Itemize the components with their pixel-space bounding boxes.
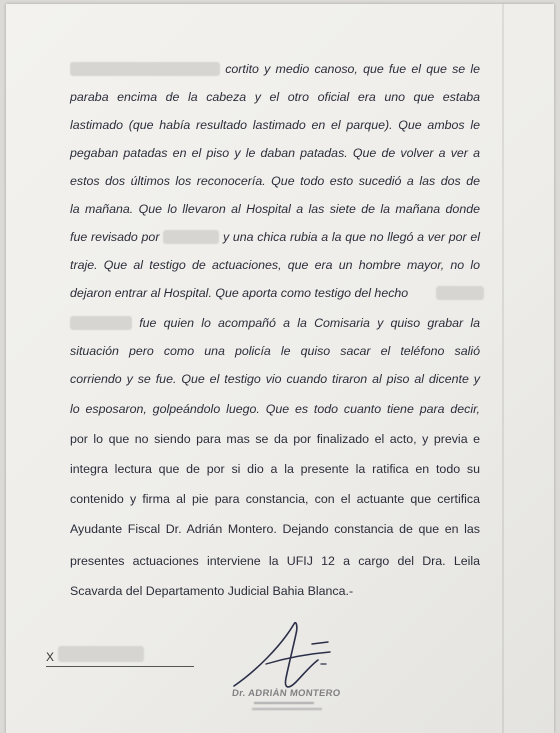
declarant-signature-line [46,648,194,667]
text-line-1: cortito y medio canoso, que fue el que se le [70,62,480,76]
document-page [6,4,554,733]
text-line-12: corriendo y se fue. Que el testigo vio cuando tiraron al piso al dicente y [70,372,480,386]
redacted-name [163,230,219,244]
handwritten-signature [226,616,346,696]
text-line-6: la mañana. Que lo llevaron al Hospital a las siete de la mañana donde [70,202,480,216]
text-line-10: fue quien lo acompañó a la Comisaria y quiso grabar la [70,316,480,330]
redacted-name [436,286,484,300]
text-line-16: contenido y firma al pie para constancia, con el actuante que certifica [70,492,480,506]
redacted-name [70,62,220,76]
redacted-name [70,316,132,330]
text-line-5: estos dos últimos los reconocería. Que todo esto sucedió a las dos de [70,174,480,188]
stamp-line [252,708,322,710]
page-fold [502,4,504,733]
text-line-17: Ayudante Fiscal Dr. Adrián Montero. Dejando constancia de que en las [70,522,480,536]
redacted-signature [58,646,144,662]
text-line-19: Scavarda del Departamento Judicial Bahia Blanca.- [70,584,354,598]
text-line-8: traje. Que al testigo de actuaciones, que era un hombre mayor, no lo [70,258,480,272]
text-line-11: situación pero como una policía le quiso sacar el teléfono salió [70,344,480,358]
text-line-15: integra lectura que de por si dio a la presente la ratifica en todo su [70,462,480,476]
stamp-name: Dr. ADRIÁN MONTERO [231,688,342,699]
text-line-13: lo esposaron, golpeándolo luego. Que es todo cuanto tiene para decir, [70,402,480,416]
official-stamp [232,688,352,728]
text-line-9: dejaron entrar al Hospital. Que aporta como testigo del hecho [70,286,480,300]
text-line-2: paraba encima de la cabeza y el otro oficial era uno que estaba [70,90,480,104]
stamp-line [254,702,314,704]
text-line-7: fue revisado por y una chica rubia a la que no llegó a ver por el [70,230,480,244]
text-line-3: lastimado (que había resultado lastimado en el parque). Que ambos le [70,118,480,132]
text-line-14: por lo que no siendo para mas se da por finalizado el acto, y previa e [70,432,480,446]
text-line-4: pegaban patadas en el piso y le daban patadas. Que de volver a ver a [70,146,480,160]
text-line-18: presentes actuaciones interviene la UFIJ 12 a cargo del Dra. Leila [70,554,480,568]
signature-x-mark: X [46,650,55,664]
